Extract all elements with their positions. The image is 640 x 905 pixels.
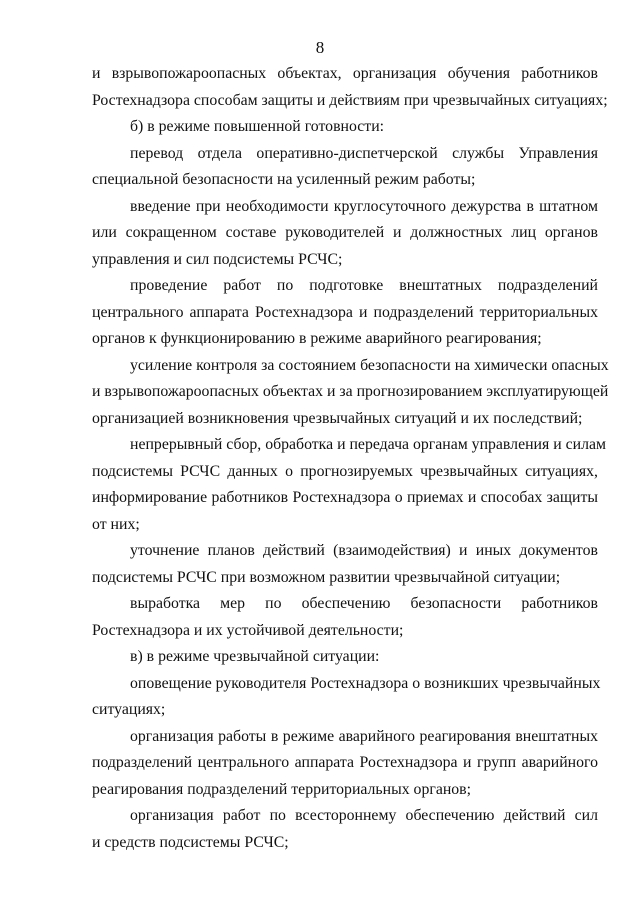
text-line: информирование работников Ростехнадзора о приемах и способах защиты — [92, 489, 598, 506]
text-line: управления и сил подсистемы РСЧС; — [92, 250, 343, 268]
text-line: центрального аппарата Ростехнадзора и подразделений территориальных — [92, 303, 598, 321]
text-line: реагирования подразделений территориальных органов; — [92, 780, 472, 798]
document-body — [92, 61, 609, 856]
text-line: усиление контроля за состоянием безопасности на химически опасных — [130, 356, 609, 374]
text-line: непрерывный сбор, обработка и передача органам управления и силам — [130, 436, 606, 453]
text-line: и взрывопожароопасных объектах и за прогнозированием эксплуатирующей — [92, 383, 609, 400]
text-line: организация работы в режиме аварийного реагирования внештатных — [130, 727, 598, 745]
text-line: подсистемы РСЧС данных о прогнозируемых чрезвычайных ситуациях, — [92, 462, 598, 480]
text-line: организацией возникновения чрезвычайных ситуаций и их последствий; — [92, 409, 583, 427]
text-line: подразделений центрального аппарата Ростехнадзора и групп аварийного — [92, 754, 598, 771]
text-line: от них; — [92, 515, 140, 533]
text-line: перевод отдела оперативно-диспетчерской службы Управления — [130, 144, 598, 162]
text-line: и взрывопожароопасных объектах, организация обучения работников — [92, 65, 598, 82]
text-line: в) в режиме чрезвычайной ситуации: — [130, 648, 380, 665]
text-line: ситуациях; — [92, 701, 166, 718]
text-line: введение при необходимости круглосуточного дежурства в штатном — [130, 197, 598, 215]
text-line: Ростехнадзора способам защиты и действиям при чрезвычайных ситуациях; — [92, 91, 608, 109]
text-line: б) в режиме повышенной готовности: — [130, 118, 385, 135]
page-number: 8 — [315, 38, 325, 57]
text-line: выработка мер по обеспечению безопасности работников — [130, 595, 598, 612]
text-line: и средств подсистемы РСЧС; — [92, 833, 289, 851]
text-line: специальной безопасности на усиленный режим работы; — [92, 171, 476, 188]
text-line: Ростехнадзора и их устойчивой деятельности; — [92, 621, 404, 639]
text-line: органов к функционированию в режиме аварийного реагирования; — [92, 330, 542, 347]
text-line: уточнение планов действий (взаимодействия) и иных документов — [130, 542, 598, 559]
text-line: или сокращенном составе руководителей и должностных лиц органов — [92, 224, 598, 241]
text-line: подсистемы РСЧС при возможном развитии чрезвычайной ситуации; — [92, 568, 561, 586]
text-line: оповещение руководителя Ростехнадзора о возникших чрезвычайных — [130, 674, 601, 692]
text-line: организация работ по всестороннему обеспечению действий сил — [130, 807, 598, 824]
text-line: проведение работ по подготовке внештатных подразделений — [130, 277, 598, 294]
